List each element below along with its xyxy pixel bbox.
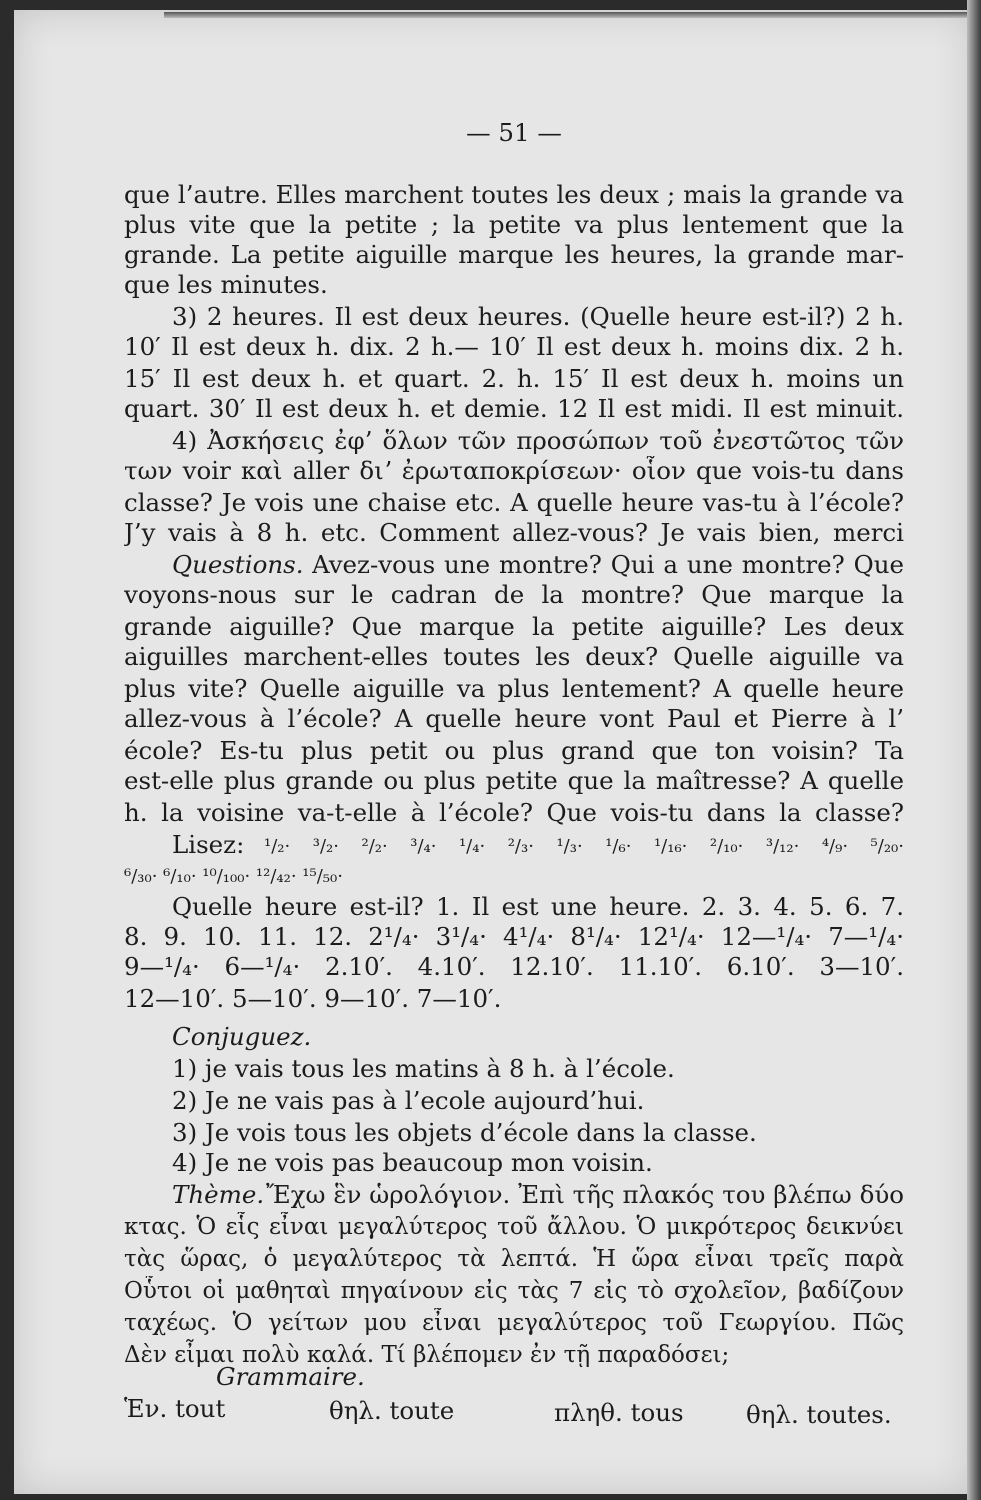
text-line: grande. La petite aiguille marque les heures, la grande mar- bbox=[124, 240, 904, 269]
text-line: plus vite que la petite ; la petite va plus lentement que la bbox=[124, 210, 904, 239]
lisez-label: Lisez: bbox=[172, 830, 245, 859]
text-line: voyons-nous sur le cadran de la montre? Que marque la bbox=[124, 580, 904, 609]
greek-line: ταχέως. Ὁ γείτων μου εἶναι μεγαλύτερος τοῦ Γεωργίου. Πῶς bbox=[124, 1310, 904, 1336]
text-line: que l’autre. Elles marchent toutes les deux ; mais la grande va bbox=[124, 180, 904, 209]
conjugation-item: 3) Je vois tous les objets d’école dans la classe. bbox=[172, 1118, 757, 1147]
grammar-col-2: θηλ. toute bbox=[329, 1396, 455, 1425]
conjugation-item: 2) Je ne vais pas à l’ecole aujourd’hui. bbox=[172, 1086, 645, 1115]
text-line: 3) 2 heures. Il est deux heures. (Quelle heure est-il?) 2 h. bbox=[172, 302, 904, 331]
text-line: allez-vous à l’école? A quelle heure vont Paul et Pierre à l’ bbox=[124, 704, 904, 733]
page-top-edge bbox=[164, 12, 974, 18]
text-line: quart. 30′ Il est deux h. et demie. 12 Il est midi. Il est minuit. bbox=[124, 394, 904, 423]
greek-line: τὰς ὥρας, ὁ μεγαλύτερος τὰ λεπτά. Ἡ ὥρα εἶναι τρεῖς παρὰ bbox=[124, 1246, 904, 1272]
text-line: h. la voisine va-t-elle à l’école? Que vois-tu dans la classe? bbox=[124, 798, 904, 827]
page-number: — 51 — bbox=[466, 118, 562, 147]
greek-line: Δὲν εἶμαι πολὺ καλά. Τί βλέπομεν ἐν τῇ παραδόσει; bbox=[124, 1342, 730, 1368]
text-line: est-elle plus grande ou plus petite que la maîtresse? A quelle bbox=[124, 766, 904, 795]
text-line: 10′ Il est deux h. dix. 2 h.— 10′ Il est deux h. moins dix. 2 h. bbox=[124, 332, 904, 361]
book-page bbox=[14, 10, 972, 1494]
text-line: 8. 9. 10. 11. 12. 2¹/₄· 3¹/₄· 4¹/₄· 8¹/₄· 12¹/₄· 12—¹/₄· 7—¹/₄· bbox=[124, 922, 904, 951]
grammar-col-4: θηλ. toutes. bbox=[746, 1400, 892, 1429]
text-line: Avez-vous une montre? Qui a une montre? Que bbox=[312, 550, 904, 579]
grammar-col-3: πληθ. tous bbox=[554, 1398, 684, 1427]
text-line: των voir καὶ aller διʼ ἐρωταποκρίσεων· οἷον que vois-tu dans bbox=[124, 456, 904, 485]
grammaire-label: Grammaire. bbox=[216, 1362, 365, 1391]
book-edge bbox=[967, 0, 981, 1500]
theme-label: Thème. bbox=[172, 1180, 265, 1209]
greek-line: Οὗτοι οἱ μαθηταὶ πηγαίνουν εἰς τὰς 7 εἰς τὸ σχολεῖον, βαδίζουν bbox=[124, 1278, 904, 1304]
text-line: J’y vais à 8 h. etc. Comment allez-vous? Je vais bien, merci bbox=[124, 518, 904, 547]
questions-label: Questions. bbox=[172, 550, 304, 579]
text-line: Quelle heure est-il? 1. Il est une heure. 2. 3. 4. 5. 6. 7. bbox=[172, 892, 904, 921]
conjugation-item: 1) je vais tous les matins à 8 h. à l’école. bbox=[172, 1054, 675, 1083]
text-line: 15′ Il est deux h. et quart. 2. h. 15′ Il est deux h. moins un bbox=[124, 364, 904, 393]
greek-line: κτας. Ὁ εἷς εἶναι μεγαλύτερος τοῦ ἄλλου. Ὁ μικρότερος δεικνύει bbox=[124, 1214, 904, 1240]
fractions-line: ¹/₂· ³/₂· ²/₂· ³/₄· ¹/₄· ²/₃· ¹/₃· ¹/₆· ¹/₁₆· ²/₁₀· ³/₁₂· ⁴/₉· ⁵/₂₀· bbox=[264, 836, 904, 857]
text-line: classe? Je vois une chaise etc. A quelle heure vas-tu à l’école? bbox=[124, 488, 904, 517]
text-line: école? Es-tu plus petit ou plus grand que ton voisin? Ta bbox=[124, 736, 904, 765]
greek-line: Ἔχω ἓν ὡρολόγιον. Ἐπὶ τῆς πλακός του βλέπω δύο bbox=[266, 1180, 904, 1209]
fractions-line: ⁶/₃₀· ⁶/₁₀· ¹⁰/₁₀₀· ¹²/₄₂· ¹⁵/₅₀· bbox=[124, 866, 343, 887]
text-line: que les minutes. bbox=[124, 270, 328, 299]
text-line: grande aiguille? Que marque la petite aiguille? Les deux bbox=[124, 612, 904, 641]
text-line: aiguilles marchent-elles toutes les deux? Quelle aiguille va bbox=[124, 642, 904, 671]
conjuguez-label: Conjuguez. bbox=[172, 1022, 312, 1051]
text-line: 12—10′. 5—10′. 9—10′. 7—10′. bbox=[124, 984, 502, 1013]
text-line: 4) Ἀσκήσεις ἐφ’ ὅλων τῶν προσώπων τοῦ ἐνεστῶτος τῶν bbox=[172, 426, 904, 455]
conjugation-item: 4) Je ne vois pas beaucoup mon voisin. bbox=[172, 1148, 653, 1177]
grammar-col-1: Ἑν. tout bbox=[124, 1394, 226, 1423]
text-line: 9—¹/₄· 6—¹/₄· 2.10′. 4.10′. 12.10′. 11.10′. 6.10′. 3—10′. bbox=[124, 952, 904, 981]
text-line: plus vite? Quelle aiguille va plus lentement? A quelle heure bbox=[124, 674, 904, 703]
